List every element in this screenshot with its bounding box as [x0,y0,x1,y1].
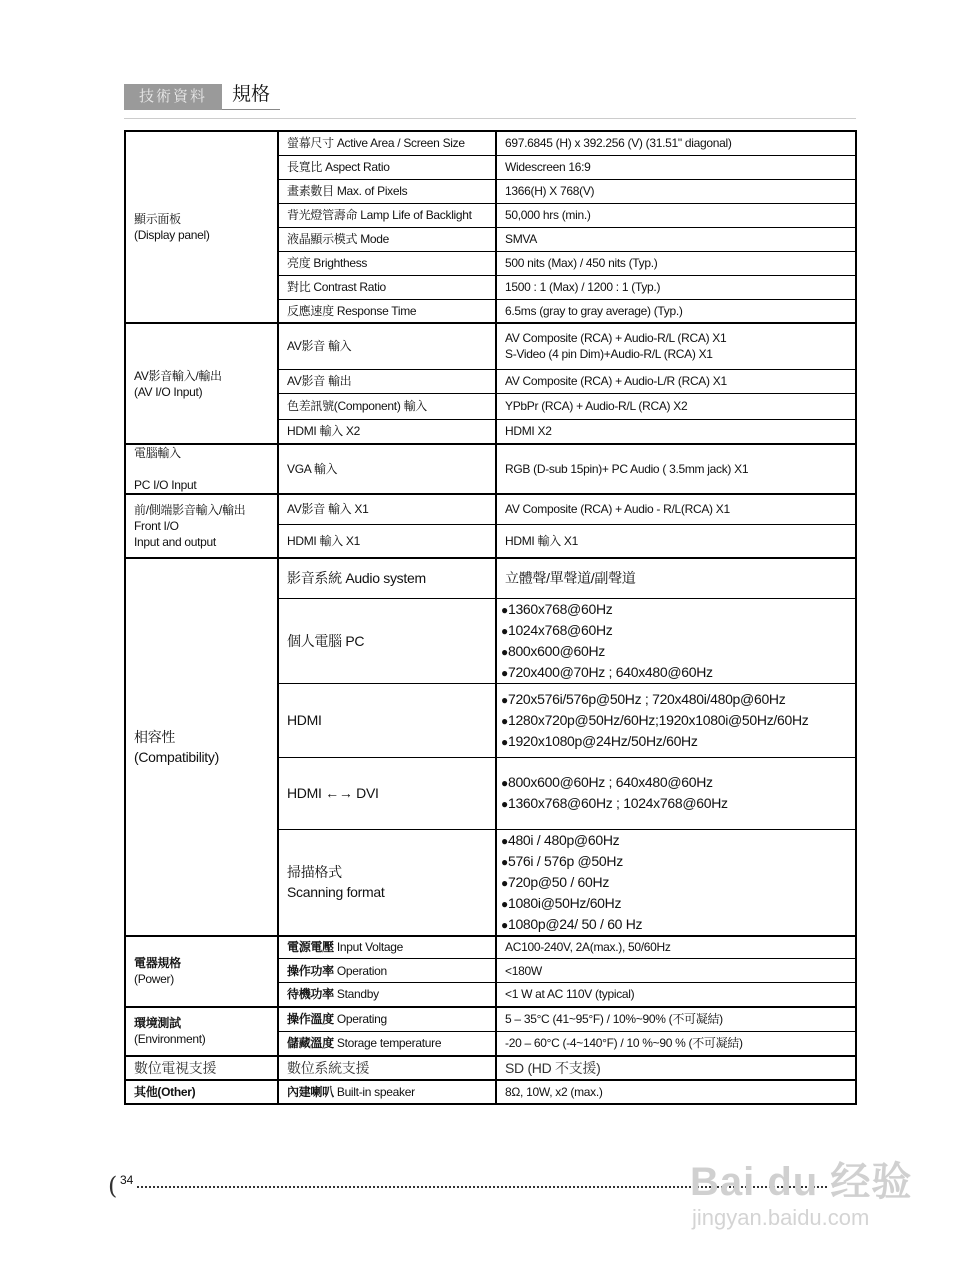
baidu-watermark-logo: Bai du 经验 [690,1160,913,1204]
category-display: 顯示面板 (Display panel) [125,131,278,323]
table-row [125,444,856,494]
spec-value: 1366(H) X 768(V) [496,179,856,203]
spec-value: 500 nits (Max) / 450 nits (Typ.) [496,251,856,275]
spec-item: AV影音 輸入 [278,323,496,369]
spec-value: 6.5ms (gray to gray average) (Typ.) [496,299,856,323]
bullet-item: ● 1360x768@60Hz [501,599,847,620]
bullet-item: ● 800x600@60Hz ; 640x480@60Hz [501,772,847,793]
spec-value: 50,000 hrs (min.) [496,203,856,227]
spec-item: 反應速度 Response Time [278,299,496,323]
spec-value: AC100-240V, 2A(max.), 50/60Hz [496,936,856,959]
table-row [125,1080,856,1104]
page-number-bracket: ( [108,1172,118,1200]
spec-value: 1500 : 1 (Max) / 1200 : 1 (Typ.) [496,275,856,299]
bullet-item: ● 480i / 480p@60Hz [501,830,847,851]
spec-value [496,598,856,683]
spec-item: AV影音 輸入 X1 [278,494,496,524]
spec-value: HDMI 輸入 X1 [496,524,856,558]
spec-item: 影音系統 Audio system [278,558,496,598]
spec-item: 背光燈管壽命 Lamp Life of Backlight [278,203,496,227]
spec-value: RGB (D-sub 15pin)+ PC Audio ( 3.5mm jack) X1 [496,444,856,494]
category-dtv: 數位電視支援 [125,1056,278,1080]
table-row [125,558,856,598]
spec-item: HDMI [278,683,496,757]
bullet-item: ● 1080i@50Hz/60Hz [501,893,847,914]
spec-item: 待機功率 Standby [278,983,496,1007]
spec-table [124,130,857,1105]
table-row [125,131,856,155]
page-title: 規格 [222,83,280,110]
spec-value [496,829,856,936]
spec-value: 立體聲/單聲道/副聲道 [496,558,856,598]
spec-item: 數位系統支援 [278,1056,496,1080]
spec-item: VGA 輸入 [278,444,496,494]
bullet-item: ● 1024x768@60Hz [501,620,847,641]
spec-value [496,757,856,829]
spec-item: AV影音 輸出 [278,369,496,393]
spec-item: 螢幕尺寸 Active Area / Screen Size [278,131,496,155]
spec-item: 畫素數目 Max. of Pixels [278,179,496,203]
spec-value: YPbPr (RCA) + Audio-R/L (RCA) X2 [496,393,856,419]
spec-value: SD (HD 不支援) [496,1056,856,1080]
section-label: 技術資料 [124,84,222,110]
spec-value: AV Composite (RCA) + Audio-R/L (RCA) X1 S-Video (4 pin Dim)+Audio-R/L (RCA) X1 [496,323,856,369]
header-divider [124,118,856,119]
spec-item: HDMI 輸入 X2 [278,419,496,444]
spec-item: 電源電壓 Input Voltage [278,936,496,959]
category-other: 其他(Other) [125,1080,278,1104]
bullet-item: ● 720p@50 / 60Hz [501,872,847,893]
spec-item: 長寬比 Aspect Ratio [278,155,496,179]
table-row [125,1056,856,1080]
spec-item: HDMI ←→ DVI [278,757,496,829]
spec-value [496,683,856,757]
bullet-item: ● 576i / 576p @50Hz [501,851,847,872]
spec-value: HDMI X2 [496,419,856,444]
spec-item: 儲藏溫度 Storage temperature [278,1032,496,1056]
spec-value: 8Ω, 10W, x2 (max.) [496,1080,856,1104]
bullet-item: ● 1280x720p@50Hz/60Hz;1920x1080i@50Hz/60Hz [501,710,847,731]
spec-value: 5 – 35°C (41~95°F) / 10%~90% (不可凝結) [496,1007,856,1032]
bullet-item: ● 720x576i/576p@50Hz ; 720x480i/480p@60Hz [501,689,847,710]
spec-item: HDMI 輸入 X1 [278,524,496,558]
spec-item: 個人電腦 PC [278,598,496,683]
spec-item: 掃描格式 Scanning format [278,829,496,936]
category-power: 電器規格 (Power) [125,936,278,1007]
spec-value: AV Composite (RCA) + Audio - R/L(RCA) X1 [496,494,856,524]
spec-value: 697.6845 (H) x 392.256 (V) (31.51" diagonal) [496,131,856,155]
spec-value: -20 – 60°C (-4~140°F) / 10 %~90 % (不可凝結) [496,1032,856,1056]
spec-item: 操作溫度 Operating [278,1007,496,1032]
category-front: 前/側端影音輸入/輸出 Front I/O Input and output [125,494,278,558]
table-row [125,936,856,959]
bullet-item: ● 720x400@70Hz ; 640x480@60Hz [501,662,847,683]
bullet-item: ● 800x600@60Hz [501,641,847,662]
spec-value: SMVA [496,227,856,251]
spec-value: AV Composite (RCA) + Audio-L/R (RCA) X1 [496,369,856,393]
spec-item: 色差訊號(Component) 輸入 [278,393,496,419]
baidu-watermark-url: jingyan.baidu.com [692,1205,870,1230]
spec-item: 亮度 Brighthess [278,251,496,275]
page-number: 34 [120,1173,134,1187]
bullet-item: ● 1080p@24/ 50 / 60 Hz [501,914,847,935]
spec-item: 液晶顯示模式 Mode [278,227,496,251]
section-header [124,82,280,110]
table-row [125,494,856,524]
spec-item: 內建喇叭 Built-in speaker [278,1080,496,1104]
category-pc: 電腦輸入 PC I/O Input [125,444,278,494]
table-row [125,1007,856,1032]
spec-item: 對比 Contrast Ratio [278,275,496,299]
bullet-item: ● 1920x1080p@24Hz/50Hz/60Hz [501,731,847,752]
table-row [125,323,856,369]
spec-value: <1 W at AC 110V (typical) [496,983,856,1007]
spec-value: <180W [496,959,856,983]
spec-item: 操作功率 Operation [278,959,496,983]
spec-value: Widescreen 16:9 [496,155,856,179]
category-av: AV影音輸入/輸出 (AV I/O Input) [125,323,278,444]
category-env: 環境測試 (Environment) [125,1007,278,1056]
category-compat: 相容性 (Compatibility) [125,558,278,936]
bullet-item: ● 1360x768@60Hz ; 1024x768@60Hz [501,793,847,814]
